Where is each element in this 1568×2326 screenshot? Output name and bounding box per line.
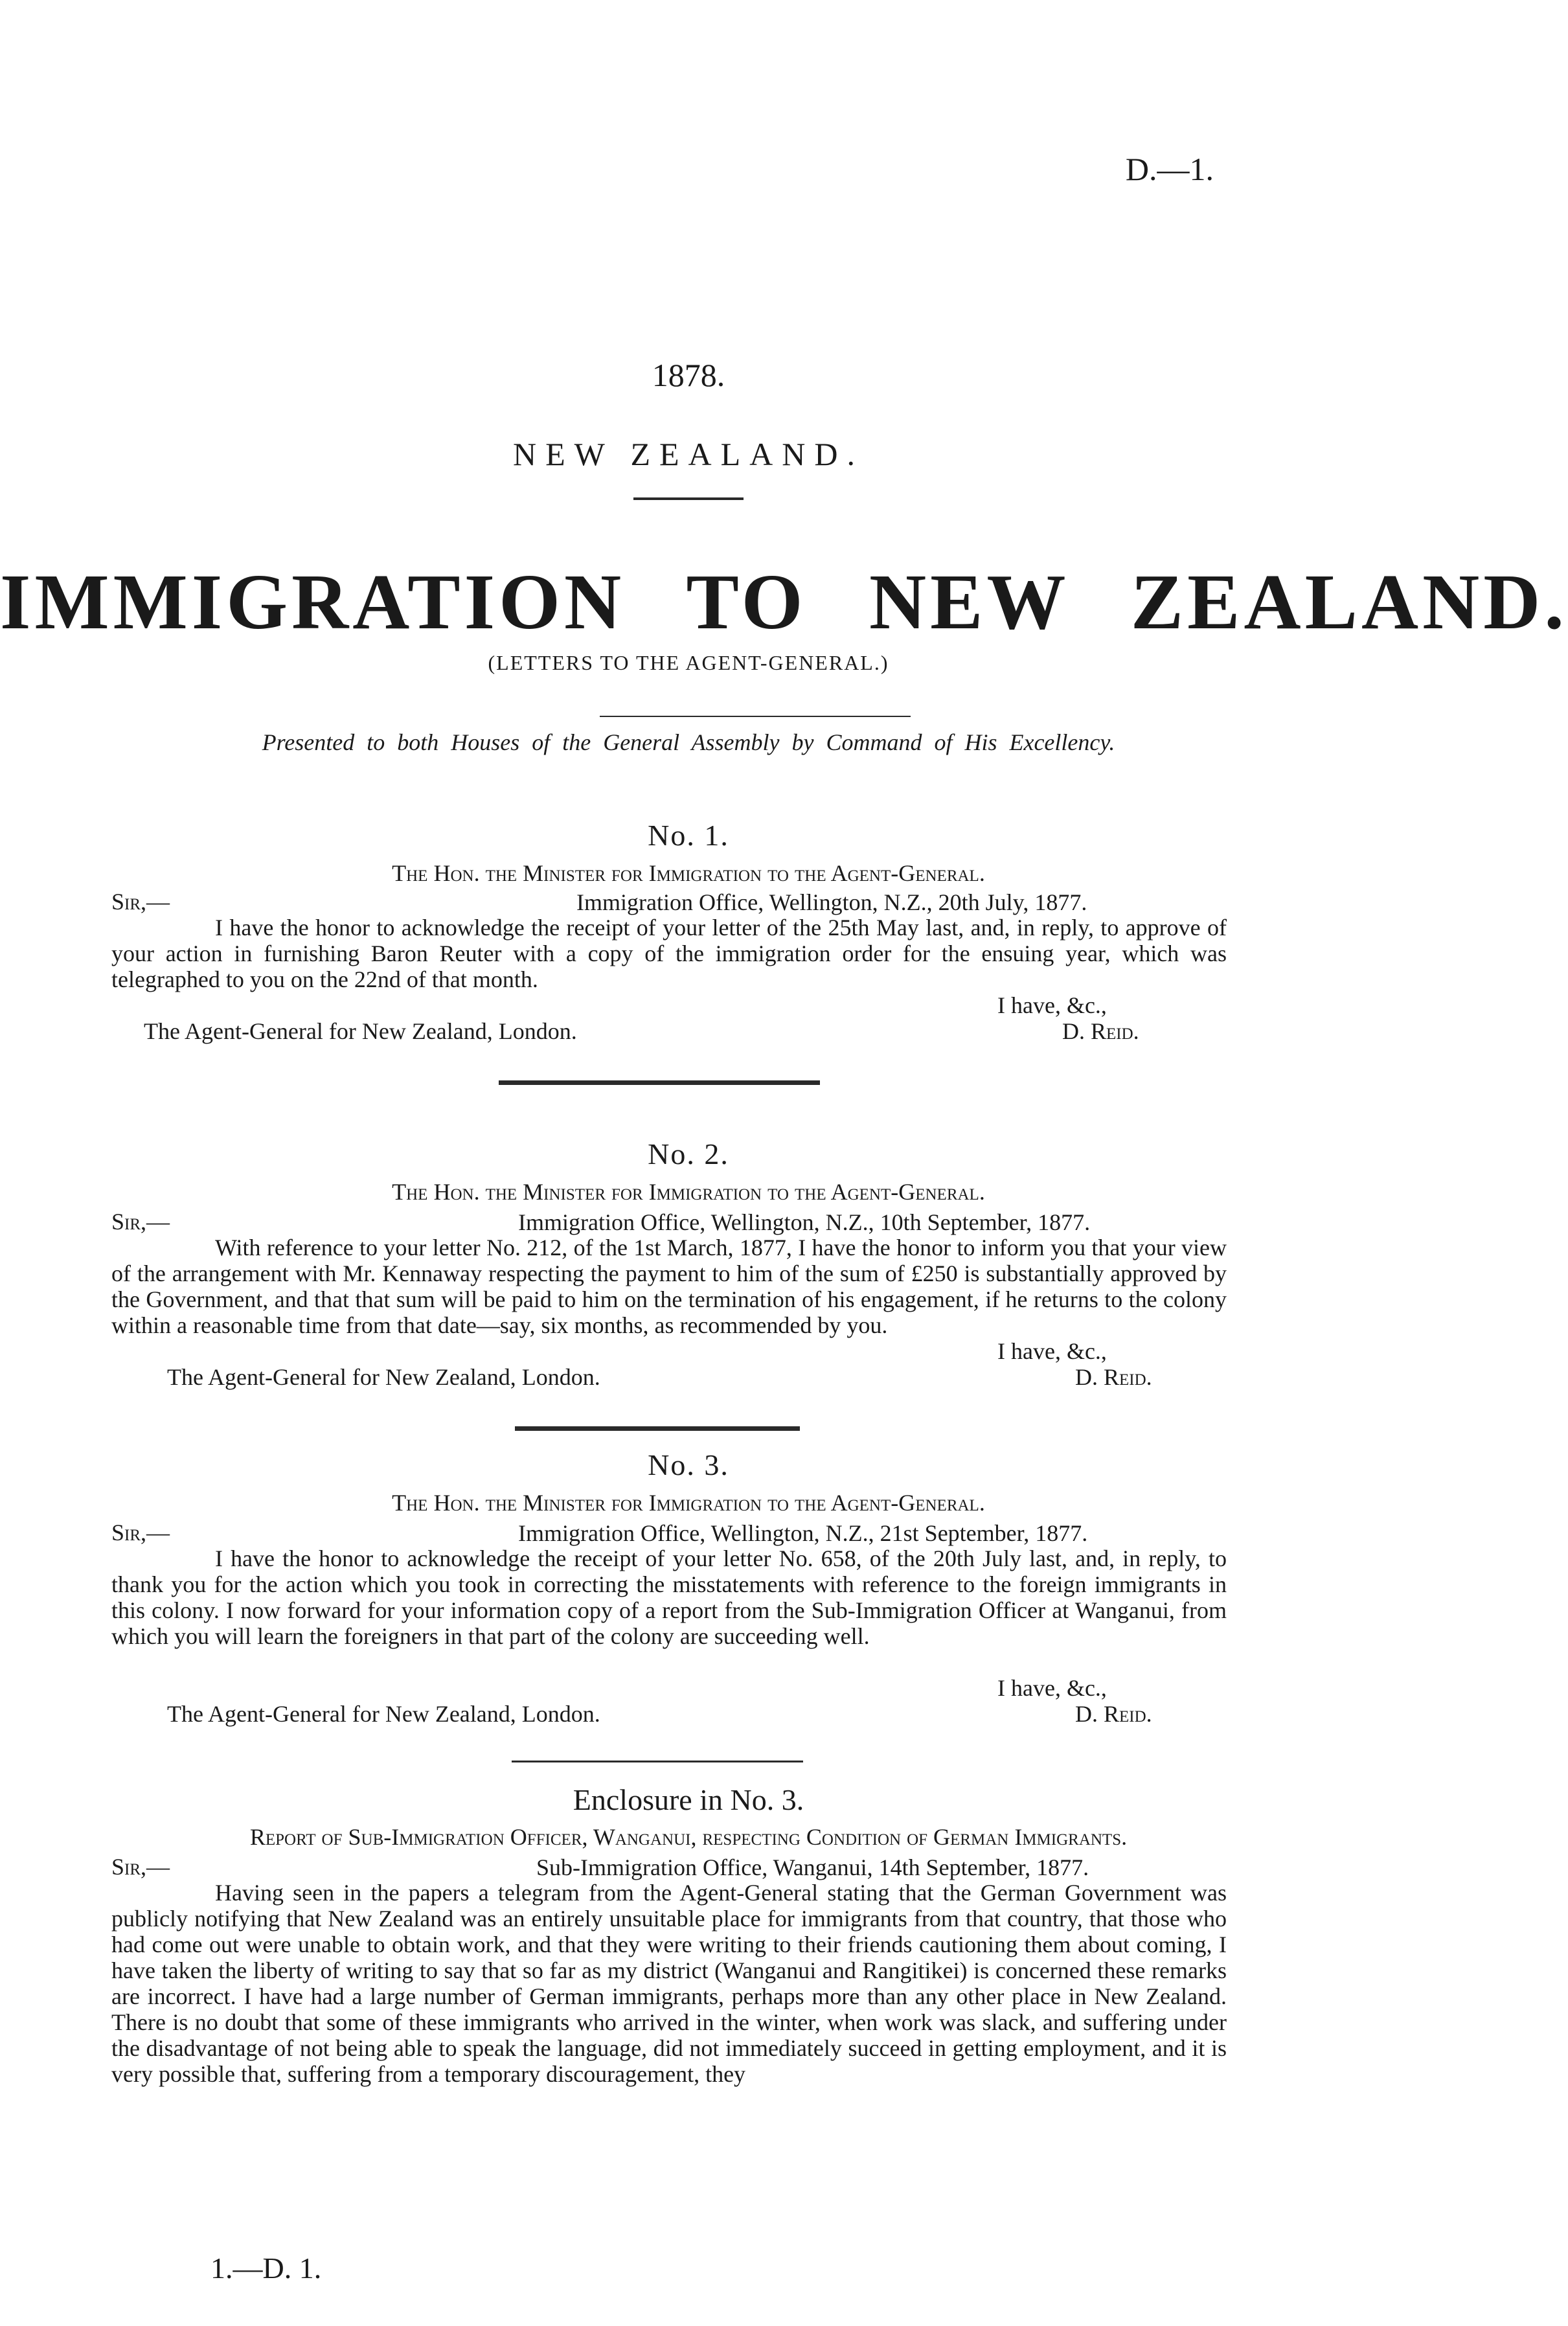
letter-address: Immigration Office, Wellington, N.Z., 21st September, 1877. xyxy=(518,1520,1088,1546)
letter-address: Immigration Office, Wellington, N.Z., 20th July, 1877. xyxy=(576,889,1087,915)
signature-mark: 1.—D. 1. xyxy=(210,2252,322,2285)
letter-signature: D. Reid. xyxy=(1062,1018,1139,1044)
letter-salutation: Sir,— xyxy=(111,1520,170,1545)
letter-closing: I have, &c., xyxy=(997,1338,1107,1364)
letter-recipient: The Agent-General for New Zealand, London. xyxy=(167,1364,600,1390)
letter-from-to: The Hon. the Minister for Immigration to the Agent-General. xyxy=(392,1490,985,1516)
letter-body: I have the honor to acknowledge the receipt of your letter of the 25th May last, and, in reply, to approve of your action in furnishing Baron Reuter with a copy of the immigration order for the ensuing year, which was telegraphed to you on the 22nd of that month. xyxy=(111,915,1227,992)
document-title: IMMIGRATION TO NEW ZEALAND. xyxy=(0,558,1568,646)
document-subtitle: (LETTERS TO THE AGENT-GENERAL.) xyxy=(488,651,889,674)
country-heading: NEW ZEALAND. xyxy=(513,436,864,472)
letter-closing: I have, &c., xyxy=(997,992,1107,1018)
letter-recipient: The Agent-General for New Zealand, London. xyxy=(144,1018,577,1044)
enclosure-address: Sub-Immigration Office, Wanganui, 14th September, 1877. xyxy=(536,1854,1089,1880)
letter-from-to: The Hon. the Minister for Immigration to the Agent-General. xyxy=(392,1179,985,1205)
divider xyxy=(633,497,744,500)
report-heading: Report of Sub-Immigration Officer, Wanganui, respecting Condition of German Immigrants. xyxy=(249,1824,1128,1850)
letter-closing: I have, &c., xyxy=(997,1675,1107,1701)
year: 1878. xyxy=(652,357,725,393)
divider xyxy=(512,1761,803,1762)
letter-from-to: The Hon. the Minister for Immigration to the Agent-General. xyxy=(392,860,985,886)
divider xyxy=(600,716,911,717)
letter-salutation: Sir,— xyxy=(111,889,170,915)
letter-signature: D. Reid. xyxy=(1075,1364,1152,1390)
letter-number: No. 1. xyxy=(648,819,729,852)
letter-signature: D. Reid. xyxy=(1075,1701,1152,1727)
enclosure-body: Having seen in the papers a telegram from the Agent-General stating that the German Government was publicly notifying that New Zealand was an entirely unsuitable place for immigrants from that country, that those who had come out were unable to obtain work, and that they were writing to their friends cautioning them about coming, I have taken the liberty of writing to say that so far as my district (Wanganui and Rangitikei) is concerned these remarks are incorrect. I have had a large number of German immigrants, perhaps more than any other place in New Zealand. There is no doubt that some of these immigrants who arrived in the winter, when work was slack, and suffering under the disadvantage of not being able to speak the language, did not immediately succeed in getting employment, and it is very possible that, suffering from a temporary discouragement, they xyxy=(111,1880,1227,2087)
enclosure-salutation: Sir,— xyxy=(111,1854,170,1880)
letter-recipient: The Agent-General for New Zealand, London. xyxy=(167,1701,600,1727)
presented-line: Presented to both Houses of the General Assembly by Command of His Excellency. xyxy=(262,729,1115,755)
divider xyxy=(499,1080,820,1085)
letter-address: Immigration Office, Wellington, N.Z., 10th September, 1877. xyxy=(518,1209,1091,1235)
letter-number: No. 2. xyxy=(648,1137,729,1170)
page-reference: D.—1. xyxy=(1125,151,1214,187)
enclosure-title: Enclosure in No. 3. xyxy=(573,1783,804,1816)
letter-salutation: Sir,— xyxy=(111,1209,170,1235)
letter-body: With reference to your letter No. 212, of the 1st March, 1877, I have the honor to inform you that your view of the arrangement with Mr. Kennaway respecting the payment to him of the sum of £250 is substantially approved by the Government, and that that sum will be paid to him on the termination of his engagement, if he returns to the colony within a reasonable time from that date—say, six months, as recommended by you. xyxy=(111,1235,1227,1338)
letter-body: I have the honor to acknowledge the receipt of your letter No. 658, of the 20th July last, and, in reply, to thank you for the action which you took in correcting the misstatements with reference to the foreign immigrants in this colony. I now forward for your information copy of a report from the Sub-Immigration Officer at Wanganui, from which you will learn the foreigners in that part of the colony are succeeding well. xyxy=(111,1545,1227,1649)
letter-number: No. 3. xyxy=(648,1448,729,1481)
divider xyxy=(515,1426,800,1431)
